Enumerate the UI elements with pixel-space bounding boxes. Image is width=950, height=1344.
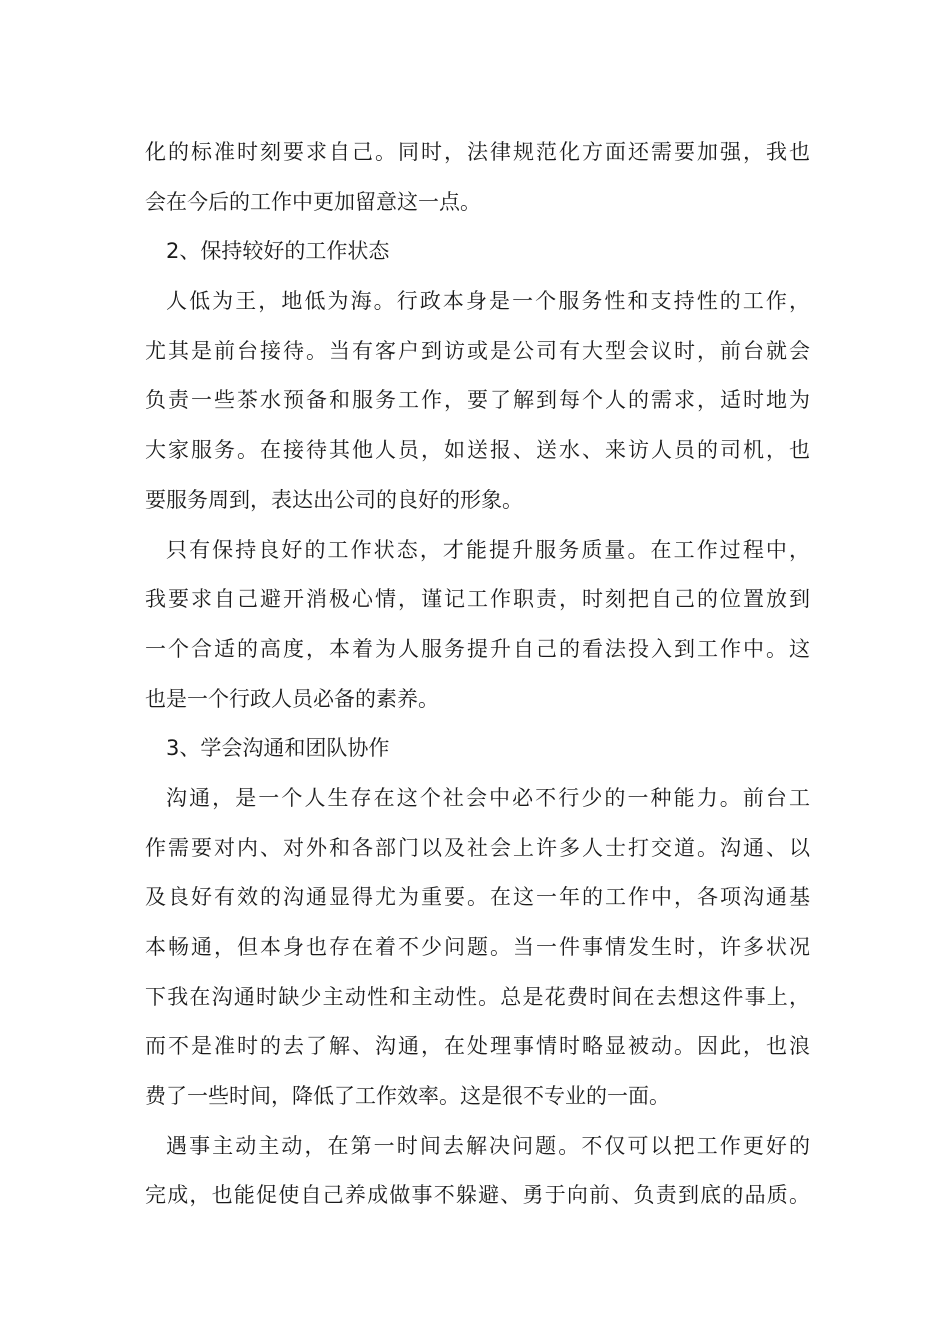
text-line: 2、保持较好的工作状态 (166, 239, 390, 264)
text-line: 而不是准时的去了解、沟通，在处理事情时略显被动。因此，也浪 (145, 1034, 810, 1059)
text-line: 3、学会沟通和团队协作 (166, 736, 390, 761)
text-line: 会在今后的工作中更加留意这一点。 (145, 189, 481, 214)
body-text (145, 128, 810, 1221)
text-line: 负责一些茶水预备和服务工作，要了解到每个人的需求，适时地为 (145, 388, 810, 413)
text-line: 完成，也能促使自己养成做事不躲避、勇于向前、负责到底的品质。 (145, 1183, 810, 1208)
text-line: 费了一些时间，降低了工作效率。这是很不专业的一面。 (145, 1084, 670, 1109)
text-line: 下我在沟通时缺少主动性和主动性。总是花费时间在去想这件事上， (145, 984, 810, 1009)
text-line: 化的标准时刻要求自己。同时，法律规范化方面还需要加强，我也 (145, 140, 810, 164)
text-line: 本畅通，但本身也存在着不少问题。当一件事情发生时，许多状况 (145, 935, 810, 959)
text-line: 及良好有效的沟通显得尤为重要。在这一年的工作中，各项沟通基 (145, 885, 810, 910)
text-line: 大家服务。在接待其他人员，如送报、送水、来访人员的司机，也 (145, 438, 810, 463)
text-line: 作需要对内、对外和各部门以及社会上许多人士打交道。沟通、以 (145, 835, 810, 860)
text-line: 要服务周到，表达出公司的良好的形象。 (145, 487, 523, 512)
text-line: 人低为王，地低为海。行政本身是一个服务性和支持性的工作， (166, 289, 810, 314)
text-line: 一个合适的高度，本着为人服务提升自己的看法投入到工作中。这 (145, 636, 810, 661)
text-line: 只有保持良好的工作状态，才能提升服务质量。在工作过程中， (166, 537, 810, 562)
text-line: 也是一个行政人员必备的素养。 (145, 686, 439, 711)
text-line: 沟通，是一个人生存在这个社会中必不行少的一种能力。前台工 (166, 785, 810, 810)
text-line: 我要求自己避开消极心情，谨记工作职责，时刻把自己的位置放到 (145, 587, 810, 612)
text-line: 遇事主动主动，在第一时间去解决问题。不仅可以把工作更好的 (166, 1133, 810, 1158)
text-line: 尤其是前台接待。当有客户到访或是公司有大型会议时，前台就会 (145, 338, 810, 363)
